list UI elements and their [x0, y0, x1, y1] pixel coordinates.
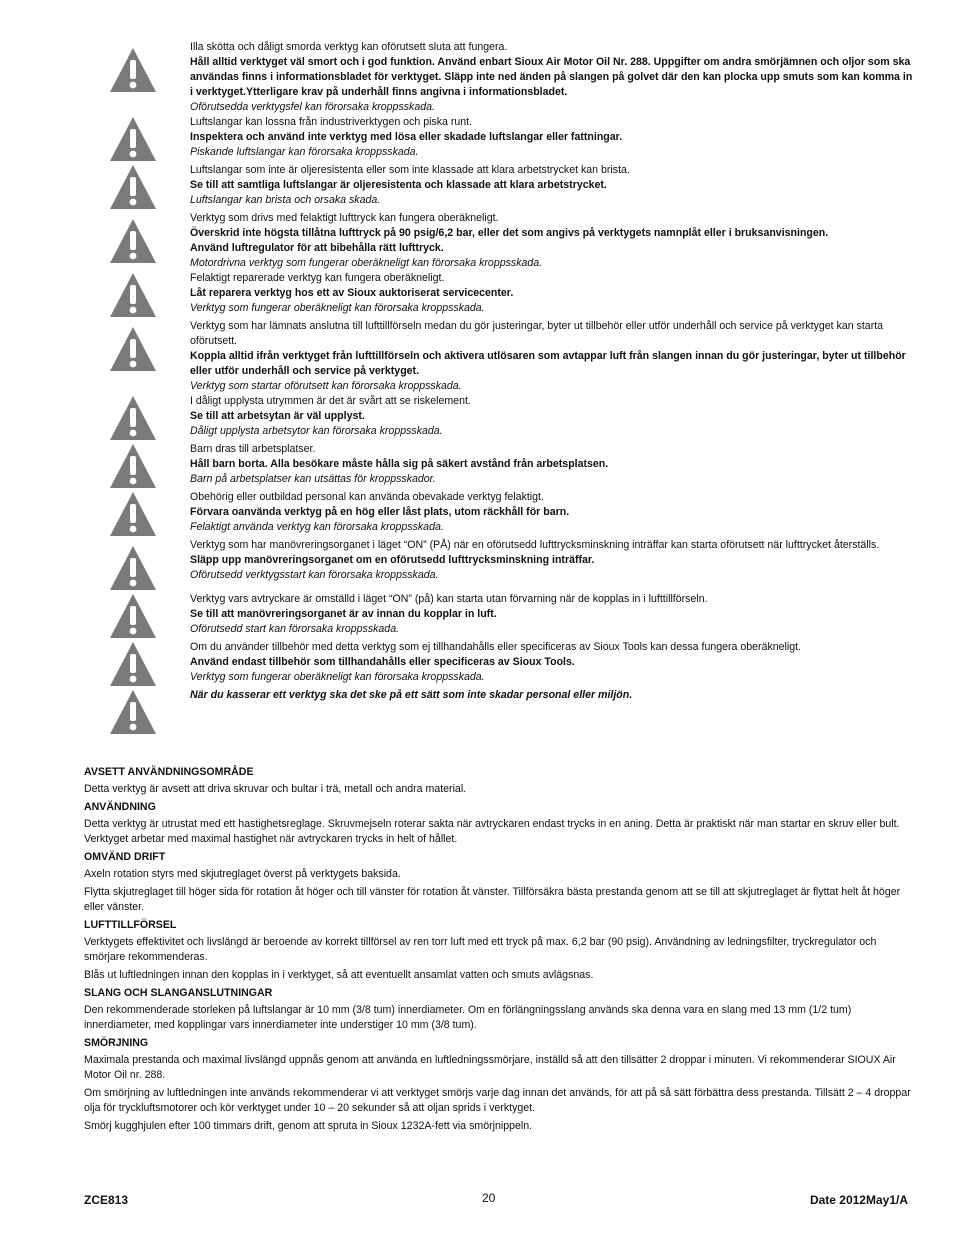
warning-triangle-icon: [108, 271, 158, 319]
section-paragraph: Om smörjning av luftledningen inte används rekommenderar vi att verktyget smörjs varje dag innan det används, för att på så sätt förbättra dess prestanda. Tillsätt 2 – 4 droppar olja för tryckluftsmotorer och kör verktyget under 10 – 20 sekunder så att oljan sprids i verktyget.: [84, 1087, 911, 1114]
warning-line: Verktyg som fungerar oberäkneligt kan förorsaka kroppsskada.: [190, 671, 485, 683]
warning-item: [108, 211, 913, 271]
warning-triangle-icon: [108, 211, 158, 265]
warning-line: Verktyg som drivs med felaktigt lufttryck kan fungera oberäkneligt.: [190, 212, 499, 224]
warning-line: Se till att arbetsytan är väl upplyst.: [190, 410, 365, 422]
section-heading: LUFTTILLFÖRSEL: [84, 919, 177, 931]
warning-item: [108, 592, 913, 640]
warning-line: Luftslangar kan brista och orsaka skada.: [190, 194, 381, 206]
warning-line: Dåligt upplysta arbetsytor kan förorsaka kroppsskada.: [190, 425, 443, 437]
warning-line: I dåligt upplysta utrymmen är det är svårt att se riskelement.: [190, 395, 471, 407]
usage-sections: [84, 765, 912, 1137]
warning-line: Felaktigt reparerade verktyg kan fungera oberäkneligt.: [190, 272, 445, 284]
warning-text: [190, 211, 913, 271]
warning-triangle-icon: [108, 592, 158, 640]
warning-line: Felaktigt använda verktyg kan förorsaka kroppsskada.: [190, 521, 444, 533]
section-paragraph: Detta verktyg är utrustat med ett hastighetsreglage. Skruvmejseln roterar sakta när avtryckaren endast trycks in en aning. Detta är praktiskt när man startar en skruv eller bult. Verktyget arbetar med maximal hastighet när avtryckaren trycks in helt of hållet.: [84, 818, 900, 845]
warning-item: [108, 319, 913, 394]
model-number: ZCE813: [84, 1193, 129, 1207]
warning-line: Obehörig eller outbildad personal kan använda obevakade verktyg felaktigt.: [190, 491, 544, 503]
warning-line: Illa skötta och dåligt smorda verktyg kan oförutsett sluta att fungera.: [190, 41, 508, 53]
warning-text: [190, 319, 913, 394]
warning-triangle-icon: [108, 640, 158, 688]
warning-line: Oförutsedd verktygsstart kan förorsaka kroppsskada.: [190, 569, 439, 581]
warning-triangle-icon: [108, 394, 158, 442]
section-paragraph: Blås ut luftledningen innan den kopplas in i verktyget, så att eventuellt ansamlat vatten och smuts avlägsnas.: [84, 969, 594, 981]
warning-item: [108, 538, 913, 592]
warning-item: [108, 442, 913, 490]
warning-line: Använd luftregulator för att bibehålla rätt lufttryck.: [190, 242, 444, 254]
warning-line: När du kasserar ett verktyg ska det ske på ett sätt som inte skadar personal eller miljön.: [190, 689, 633, 701]
safety-warnings: [108, 40, 913, 736]
warning-line: Motordrivna verktyg som fungerar oberäkneligt kan förorsaka kroppsskada.: [190, 257, 543, 269]
warning-line: Verktyg som har lämnats anslutna till lufttillförseln medan du gör justeringar, byter ut tillbehör eller utför underhåll och service på verktyget kan starta oförutsett.: [190, 320, 884, 347]
warning-text: [190, 40, 913, 115]
warning-item: [108, 688, 913, 736]
warning-line: Luftslangar kan lossna från industriverktygen och piska runt.: [190, 116, 473, 128]
warning-line: Se till att samtliga luftslangar är oljeresistenta och klassade att klara arbetstrycket.: [190, 179, 607, 191]
section-paragraph: Verktygets effektivitet och livslängd är beroende av korrekt tillförsel av ren torr luft med ett tryck på max. 6,2 bar (90 psig). Användning av ledningsfilter, tryckregulator och smörjare rekommenderas.: [84, 936, 877, 963]
section-heading: ANVÄNDNING: [84, 801, 156, 813]
page-footer: [84, 1191, 908, 1211]
warning-text: [190, 592, 913, 637]
warning-line: Verktyg som har manövreringsorganet i läget “ON” (PÅ) när en oförutsedd lufttrycksminskning inträffar kan starta oförutsett när lufttrycket återställs.: [190, 539, 880, 551]
warning-text: [190, 538, 913, 583]
section-heading: OMVÄND DRIFT: [84, 851, 166, 863]
warning-line: Barn på arbetsplatser kan utsättas för kroppsskador.: [190, 473, 436, 485]
warning-text: [190, 394, 913, 439]
warning-text: [190, 442, 913, 487]
warning-item: [108, 490, 913, 538]
section-heading: SMÖRJNING: [84, 1037, 149, 1049]
warning-line: Piskande luftslangar kan förorsaka kroppsskada.: [190, 146, 419, 158]
warning-item: [108, 163, 913, 211]
warning-line: Om du använder tillbehör med detta verktyg som ej tillhandahålls eller specificeras av Sioux Tools kan dessa fungera oberäkneligt.: [190, 641, 802, 653]
warning-text: [190, 490, 913, 535]
warning-triangle-icon: [108, 490, 158, 538]
warning-triangle-icon: [108, 40, 158, 94]
warning-line: Se till att manövreringsorganet är av innan du kopplar in luft.: [190, 608, 497, 620]
warning-item: [108, 640, 913, 688]
warning-item: [108, 115, 913, 163]
warning-item: [108, 394, 913, 442]
section-heading: AVSETT ANVÄNDNINGSOMRÅDE: [84, 766, 254, 778]
warning-text: [190, 640, 913, 685]
warning-text: [190, 271, 913, 316]
warning-line: Släpp upp manövreringsorganet om en oförutsedd lufttrycksminskning inträffar.: [190, 554, 595, 566]
revision-date: Date 2012May1/A: [809, 1193, 908, 1207]
warning-item: [108, 40, 913, 115]
section-paragraph: Maximala prestanda och maximal livslängd uppnås genom att använda en luftledningssmörjare, inställd så att den tillsätter 2 droppar i minuten. Vi rekommenderar SIOUX Air Motor Oil nr. 288.: [84, 1054, 896, 1081]
warning-line: Koppla alltid ifrån verktyget från lufttillförseln och aktivera utlösaren som avtappar luft från slangen innan du gör justeringar, byter ut tillbehör eller utför underhåll och service på verktyget.: [190, 350, 906, 377]
warning-line: Låt reparera verktyg hos ett av Sioux auktoriserat servicecenter.: [190, 287, 514, 299]
warning-triangle-icon: [108, 538, 158, 592]
warning-line: Oförutsedd start kan förorsaka kroppsskada.: [190, 623, 400, 635]
warning-triangle-icon: [108, 442, 158, 490]
section-paragraph: Smörj kugghjulen efter 100 timmars drift, genom att spruta in Sioux 1232A-fett via smörjnippeln.: [84, 1120, 533, 1132]
page-number: 20: [482, 1191, 496, 1205]
warning-triangle-icon: [108, 319, 158, 373]
warning-line: Oförutsedda verktygsfel kan förorsaka kroppsskada.: [190, 101, 435, 113]
warning-line: Verktyg som fungerar oberäkneligt kan förorsaka kroppsskada.: [190, 302, 485, 314]
warning-line: Luftslangar som inte är oljeresistenta eller som inte klassade att klara arbetstrycket kan brista.: [190, 164, 630, 176]
section-heading: SLANG OCH SLANGANSLUTNINGAR: [84, 987, 273, 999]
warning-line: Verktyg som startar oförutsett kan förorsaka kroppsskada.: [190, 380, 462, 392]
warning-line: Förvara oanvända verktyg på en hög eller låst plats, utom räckhåll för barn.: [190, 506, 570, 518]
warning-line: Inspektera och använd inte verktyg med lösa eller skadade luftslangar eller fattningar.: [190, 131, 623, 143]
warning-triangle-icon: [108, 688, 158, 736]
warning-line: Barn dras till arbetsplatser.: [190, 443, 316, 455]
warning-text: [190, 688, 913, 703]
warning-line: Använd endast tillbehör som tillhandahålls eller specificeras av Sioux Tools.: [190, 656, 575, 668]
warning-line: Håll alltid verktyget väl smort och i god funktion. Använd enbart Sioux Air Motor Oil Nr. 288. Uppgifter om andra smörjämnen och oljor som ska användas finns i informationsbladet för verktyget. Släpp inte ned änden på slangen på golvet där den kan plocka upp smuts som kan komma in i verktyget.Ytterligare krav på underhåll finns angivna i informationsbladet.: [190, 56, 913, 98]
warning-line: Håll barn borta. Alla besökare måste hålla sig på säkert avstånd från arbetsplatsen.: [190, 458, 609, 470]
warning-text: [190, 115, 913, 160]
warning-text: [190, 163, 913, 208]
section-paragraph: Flytta skjutreglaget till höger sida för rotation åt höger och till vänster för rotation åt vänster. Tillförsäkra bästa prestanda genom att se till att skjutreglaget är flyttat helt åt höger eller vänster.: [84, 886, 901, 913]
section-paragraph: Axeln rotation styrs med skjutreglaget överst på verktygets baksida.: [84, 868, 401, 880]
warning-triangle-icon: [108, 163, 158, 211]
warning-triangle-icon: [108, 115, 158, 163]
warning-item: [108, 271, 913, 319]
section-paragraph: Den rekommenderade storleken på luftslangar är 10 mm (3/8 tum) innerdiameter. Om en förlängningsslang används ska denna vara en slang med 13 mm (1/2 tum) innerdiameter, med kopplingar vars innerdiameter inte understiger 10 mm (3/8 tum).: [84, 1004, 852, 1031]
section-paragraph: Detta verktyg är avsett att driva skruvar och bultar i trä, metall och andra material.: [84, 783, 467, 795]
warning-line: Överskrid inte högsta tillåtna lufttryck på 90 psig/6,2 bar, eller det som angivs på verktygets namnplåt eller i bruksanvisningen.: [190, 227, 829, 239]
warning-line: Verktyg vars avtryckare är omställd i läget “ON” (på) kan starta utan förvarning när de kopplas in i lufttillförseln.: [190, 593, 708, 605]
